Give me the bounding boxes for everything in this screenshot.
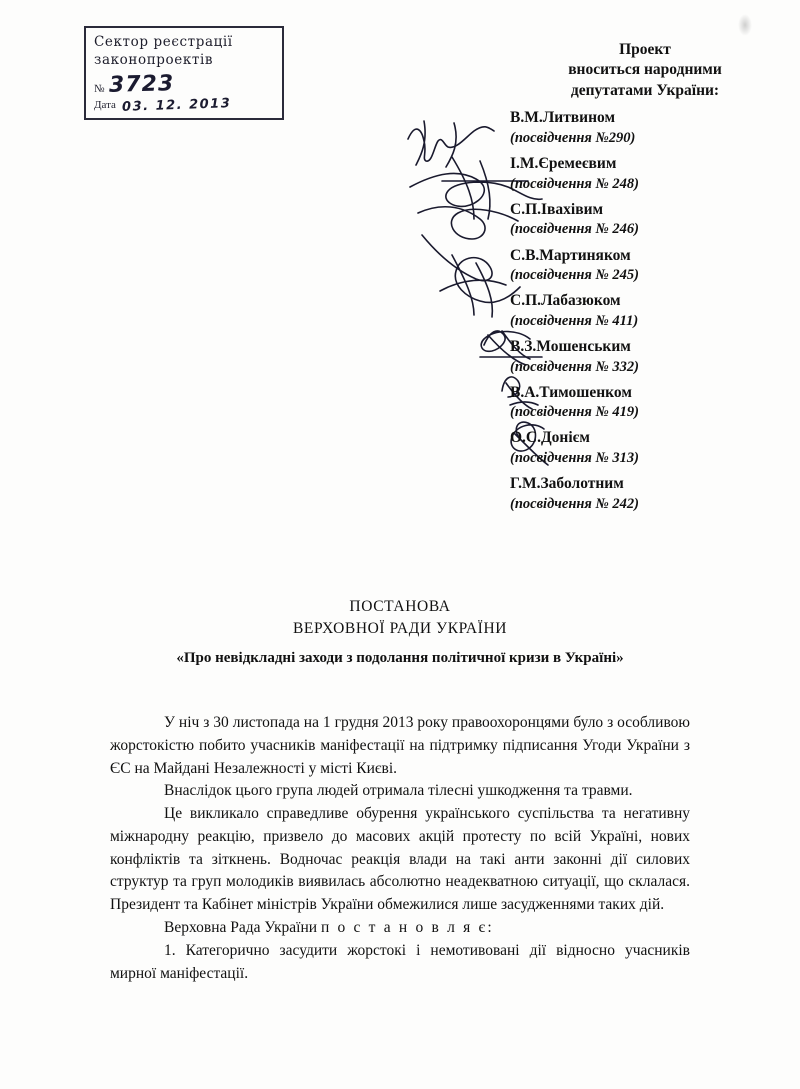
document-title <box>60 596 740 641</box>
body-paragraph-4-prefix: Верховна Рада України <box>164 919 321 937</box>
stamp-date-value: 03. 12. 2013 <box>121 96 232 115</box>
sponsor-certificate: (посвідчення № 411) <box>510 312 639 329</box>
document-title-line1: ПОСТАНОВА <box>349 598 451 615</box>
sponsors-heading <box>510 40 780 101</box>
sponsor-name: В.А.Тимошенком <box>510 383 632 401</box>
body-paragraph-4 <box>110 917 690 940</box>
sponsors-heading-line1: Проект <box>619 41 671 58</box>
sponsor-name: В.З.Мошенським <box>510 337 631 355</box>
sponsor-certificate: (посвідчення № 313) <box>510 449 639 466</box>
body-paragraph-2: Внаслідок цього група людей отримала тілесні ушкодження та травми. <box>164 782 633 800</box>
sponsor-name: І.М.Єремеєвим <box>510 155 617 173</box>
sponsor-entry <box>510 338 780 376</box>
sponsor-certificate: (посвідчення № 242) <box>510 495 639 512</box>
sponsor-name: Г.М.Заболотним <box>510 475 624 493</box>
sponsor-entry <box>510 292 780 330</box>
stamp-date-row <box>94 98 274 113</box>
sponsor-entry <box>510 155 780 193</box>
sponsor-entry <box>510 475 780 513</box>
registration-stamp <box>84 26 284 120</box>
stamp-date-label: Дата <box>94 99 116 111</box>
sponsors-heading-line2: вноситься народними <box>568 61 722 79</box>
sponsor-name: В.М.Литвином <box>510 109 616 127</box>
sponsors-block <box>510 40 780 513</box>
sponsor-certificate: (посвідчення № 246) <box>510 221 639 238</box>
sponsor-entry <box>510 247 780 285</box>
stamp-number-value: 3723 <box>108 71 175 98</box>
sponsor-certificate: (посвідчення №290) <box>510 129 636 146</box>
sponsor-entry <box>510 109 780 147</box>
sponsor-entry <box>510 201 780 239</box>
sponsor-certificate: (посвідчення № 419) <box>510 404 639 421</box>
stamp-number-label: № <box>94 83 105 95</box>
sponsor-certificate: (посвідчення № 248) <box>510 175 639 192</box>
stamp-title-line1: Сектор реєстрації <box>94 34 233 50</box>
sponsor-name: С.П.Лабазюком <box>510 292 621 310</box>
sponsor-certificate: (посвідчення № 245) <box>510 267 639 284</box>
sponsor-entry <box>510 384 780 422</box>
body-paragraph-3: Це викликало справедливе обурення українського суспільства та негативну міжнародну реакцію, призвело до масових акцій протесту по всій Україні, нових конфліктів та зіткнень. Водночас реакція влади на такі анти законні дії силових структур та груп молодиків виявилась абсолютно неадекватною ситуації, що склалася. Президент та Кабінет міністрів України обмежилися лише засудженнями таких дій. <box>110 805 690 914</box>
body-paragraph-1: У ніч з 30 листопада на 1 грудня 2013 року правоохоронцями було з особливою жорстокістю побито учасників маніфестації на підтримку підписання Угоди України з ЄС на Майдані Незалежності у місті Києві. <box>110 714 690 777</box>
sponsors-heading-line3: депутатами України: <box>570 81 720 99</box>
sponsor-certificate: (посвідчення № 332) <box>510 358 639 375</box>
body-paragraph-5: 1. Категорично засудити жорстокі і немотивовані дії відносно учасників мирної маніфестації. <box>110 941 690 982</box>
stamp-title-line2: законопроектів <box>94 52 214 68</box>
body-paragraph-4-emphasis: п о с т а н о в л я є: <box>320 919 494 937</box>
sponsor-entry <box>510 429 780 467</box>
sponsor-name: О.С.Донієм <box>510 429 590 447</box>
document-title-line2: ВЕРХОВНОЇ РАДИ УКРАЇНИ <box>292 620 508 638</box>
sponsor-name: С.В.Мартиняком <box>510 246 631 264</box>
document-body <box>110 712 690 985</box>
sponsor-name: С.П.Івахівим <box>510 200 604 218</box>
document-subject: «Про невідкладні заходи з подолання політичної кризи в Україні» <box>176 650 624 666</box>
stamp-number-row <box>94 72 274 97</box>
page-smudge-artifact <box>738 14 752 36</box>
